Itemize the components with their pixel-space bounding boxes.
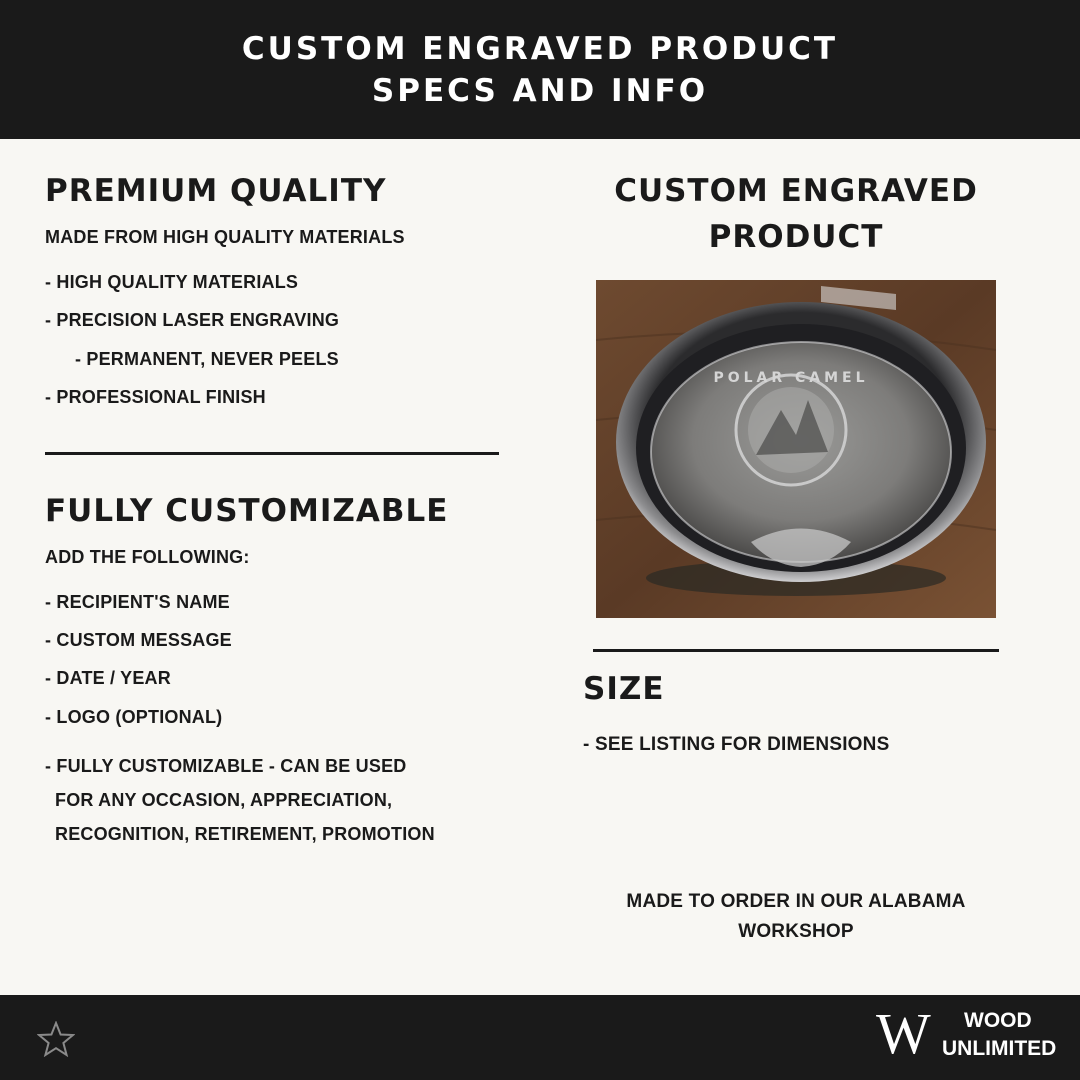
custom-list-item: - DATE / YEAR <box>45 668 171 688</box>
engraving-text: POLAR CAMEL <box>713 370 869 386</box>
size-item: - SEE LISTING FOR DIMENSIONS <box>583 734 890 755</box>
quality-list-subitem: - PERMANENT, NEVER PEELS <box>75 349 339 369</box>
fully-customizable-subheading: ADD THE FOLLOWING: <box>45 547 250 567</box>
fully-customizable-heading: FULLY CUSTOMIZABLE <box>45 493 449 529</box>
product-heading-line-2: PRODUCT <box>708 219 884 255</box>
made-to-order-line-1: MADE TO ORDER IN OUR ALABAMA <box>626 891 966 912</box>
quality-list-item: - PRECISION LASER ENGRAVING <box>45 310 340 330</box>
brand-name-line-1: WOOD <box>964 1009 1032 1032</box>
product-heading-line-1: CUSTOM ENGRAVED <box>614 173 978 209</box>
custom-note-line: - FULLY CUSTOMIZABLE - CAN BE USED <box>45 756 407 776</box>
quality-list-item: - HIGH QUALITY MATERIALS <box>45 272 299 292</box>
star-outline-icon <box>37 1021 75 1057</box>
premium-quality-subheading: MADE FROM HIGH QUALITY MATERIALS <box>45 227 405 247</box>
made-to-order-line-2: WORKSHOP <box>738 921 854 942</box>
brand-monogram: W <box>876 1001 931 1066</box>
brand-name-line-2: UNLIMITED <box>942 1037 1057 1060</box>
product-photo <box>596 280 996 618</box>
premium-quality-heading: PREMIUM QUALITY <box>45 173 387 209</box>
right-divider <box>593 649 999 652</box>
footer-bar <box>0 995 1080 1080</box>
custom-list-item: - LOGO (OPTIONAL) <box>45 707 223 727</box>
left-divider <box>45 452 499 455</box>
brand-logo <box>876 1001 1057 1069</box>
page-title-line-1: CUSTOM ENGRAVED PRODUCT <box>241 30 839 67</box>
header-banner <box>0 0 1080 139</box>
custom-list-item: - CUSTOM MESSAGE <box>45 630 232 650</box>
quality-list-item: - PROFESSIONAL FINISH <box>45 387 266 407</box>
custom-list-item: - RECIPIENT'S NAME <box>45 592 230 612</box>
custom-note-line: RECOGNITION, RETIREMENT, PROMOTION <box>55 824 435 844</box>
size-heading: SIZE <box>583 671 665 707</box>
custom-note-line: FOR ANY OCCASION, APPRECIATION, <box>55 790 393 810</box>
page-title-line-2: SPECS AND INFO <box>371 72 709 109</box>
